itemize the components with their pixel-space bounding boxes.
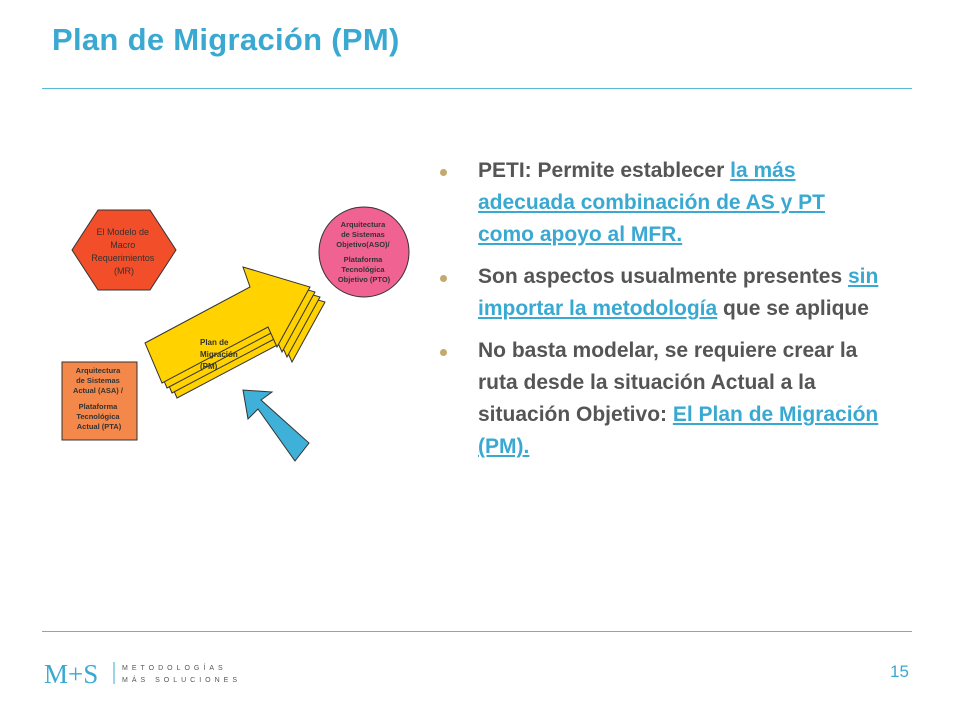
- bullet-text: que se aplique: [717, 297, 869, 320]
- bullet-link[interactable]: El Plan de Migración (PM).: [478, 403, 879, 458]
- bottom-divider: [42, 631, 912, 632]
- bullet-item: [440, 155, 880, 251]
- target-circle-line: Objetivo (PTO): [337, 275, 391, 284]
- bullet-dot: [440, 349, 447, 356]
- bullet-dot: [440, 275, 447, 282]
- company-logo: [44, 655, 244, 691]
- target-circle-line: Objetivo(ASO)/: [336, 240, 390, 249]
- arrow-label-line: (PM): [200, 362, 218, 371]
- target-circle-line: Arquitectura: [340, 220, 386, 229]
- current-box-line: Tecnológica: [76, 412, 120, 421]
- arrow-label-line: Migración: [200, 350, 238, 359]
- target-circle-line: Tecnológica: [341, 265, 385, 274]
- hexagon-line: El Modelo de: [96, 227, 150, 237]
- top-divider: [42, 88, 912, 89]
- current-box-line: Arquitectura: [75, 366, 121, 375]
- bullet-text: Son aspectos usualmente presentes: [478, 265, 848, 288]
- bullet-link[interactable]: la más adecuada combinación de AS y PT como apoyo al MFR.: [478, 159, 825, 246]
- bullet-dot: [440, 169, 447, 176]
- logo-mark: M+S: [44, 659, 99, 689]
- current-box-line: Actual (ASA) /: [72, 386, 123, 395]
- target-circle-line: Plataforma: [343, 255, 383, 264]
- target-circle-line: de Sistemas: [341, 230, 385, 239]
- bullet-link[interactable]: sin importar la metodología: [478, 265, 879, 320]
- hexagon-line: Macro: [110, 240, 136, 250]
- page-number: 15: [890, 662, 909, 681]
- bullet-text: No basta modelar, se requiere crear la ruta desde la situación Actual a la situación Objetivo:: [478, 339, 858, 426]
- bullet-item: [440, 261, 880, 325]
- bullet-list: [440, 155, 880, 473]
- bullet-item: [440, 335, 880, 463]
- arrow-label-line: Plan de: [200, 338, 229, 347]
- bullet-text: PETI: Permite establecer: [478, 159, 731, 182]
- current-box-line: de Sistemas: [76, 376, 120, 385]
- slide-title: Plan de Migración (PM): [52, 22, 400, 57]
- logo-line-1: METODOLOGÍAS: [122, 665, 227, 672]
- current-box-line: Actual (PTA): [76, 422, 122, 431]
- hexagon-line: (MR): [114, 266, 134, 276]
- small-blue-arrow: [243, 390, 309, 461]
- migration-diagram: [55, 195, 415, 465]
- requirements-hexagon: [72, 210, 176, 290]
- logo-line-2: MÁS SOLUCIONES: [122, 677, 242, 684]
- current-box-line: Plataforma: [78, 402, 118, 411]
- hexagon-line: Requerimientos: [91, 253, 155, 263]
